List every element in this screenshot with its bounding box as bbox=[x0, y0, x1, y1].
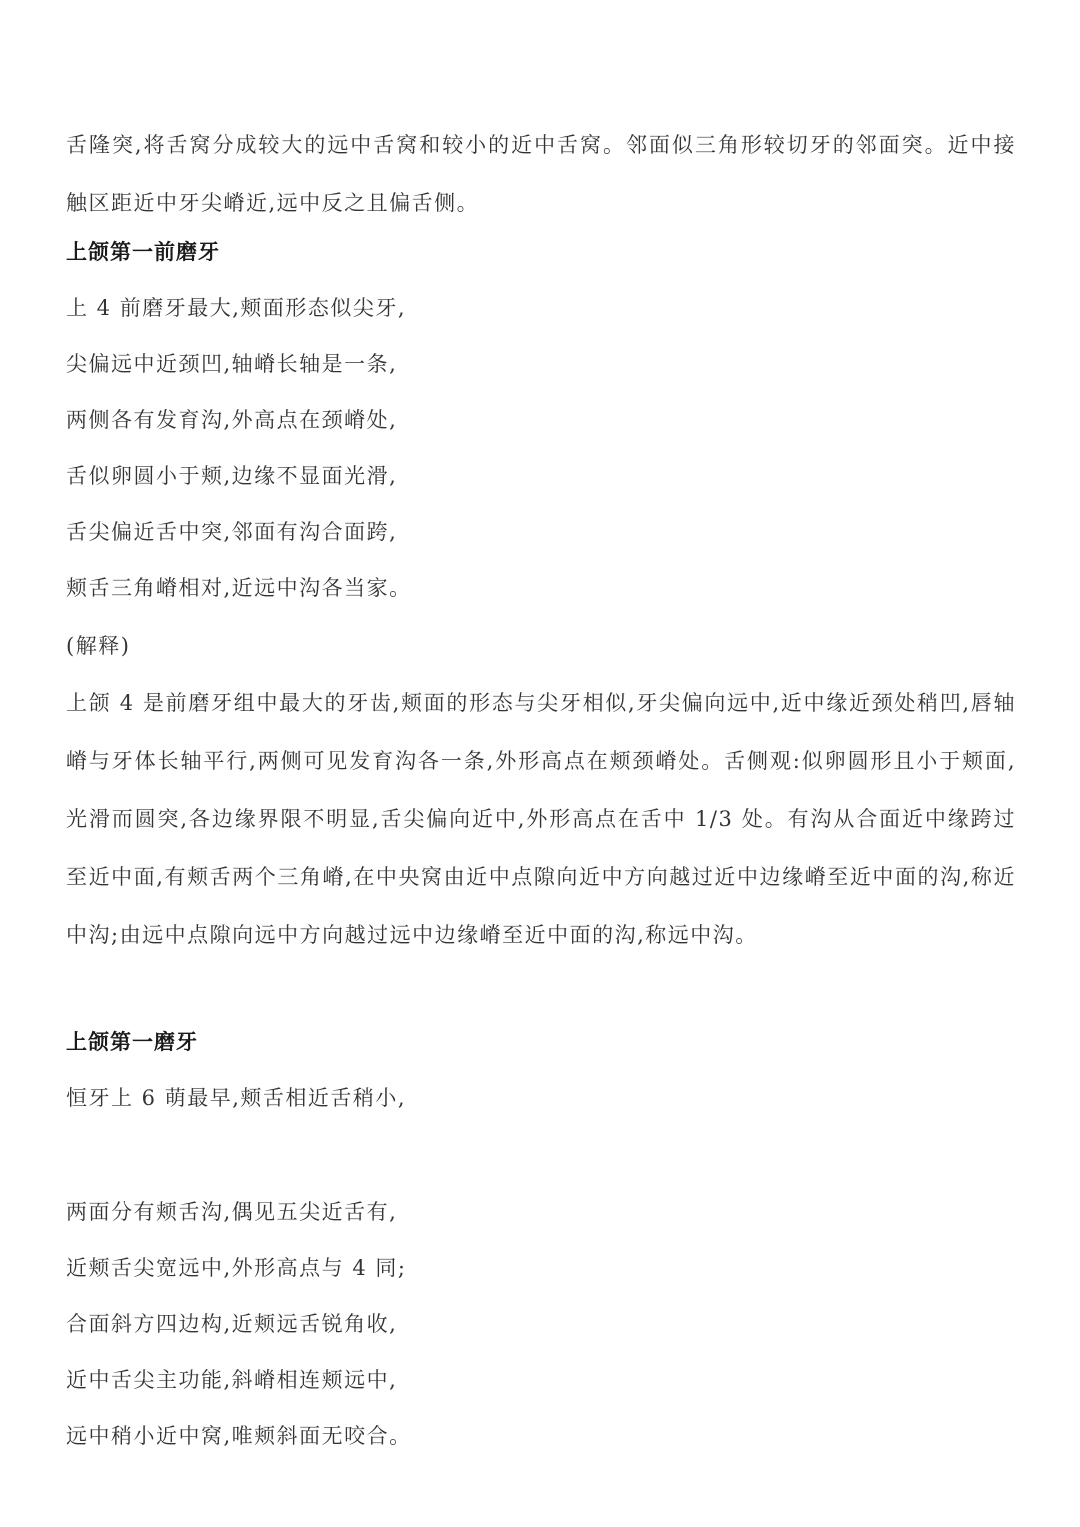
explanation-paragraph: 上颌 4 是前磨牙组中最大的牙齿,颊面的形态与尖牙相似,牙尖偏向远中,近中缘近颈处稍凹,唇轴嵴与牙体长轴平行,两侧可见发育沟各一条,外形高点在颊颈嵴处。舌侧观:似卵圆形且小于颊面,光滑而圆突,各边缘界限不明显,舌尖偏向近中,外形高点在舌中 1/3 处。有沟从合面近中缘跨过至近中面,有颊舌两个三角嵴,在中央窝由近中点隙向近中方向越过近中边缘嵴至近中面的沟,称近中沟;由远中点隙向远中方向越过远中边缘嵴至近中面的沟,称远中沟。 bbox=[66, 691, 1016, 947]
verse-line: 两侧各有发育沟,外高点在颈嵴处, bbox=[66, 408, 398, 432]
verse-line: 上 4 前磨牙最大,颊面形态似尖牙, bbox=[66, 296, 407, 320]
verse-line: 两面分有颊舌沟,偶见五尖近舌有, bbox=[66, 1200, 398, 1224]
verse-line: 近颊舌尖宽远中,外形高点与 4 同; bbox=[66, 1256, 407, 1280]
verse-line: 尖偏远中近颈凹,轴嵴长轴是一条, bbox=[66, 352, 398, 376]
section-heading-first-molar: 上颌第一磨牙 bbox=[66, 1030, 198, 1054]
verse-line: 远中稍小近中窝,唯颊斜面无咬合。 bbox=[66, 1424, 412, 1448]
verse-line: 颊舌三角嵴相对,近远中沟各当家。 bbox=[66, 576, 412, 600]
section-heading-first-premolar: 上颌第一前磨牙 bbox=[66, 240, 220, 264]
verse-line: 近中舌尖主功能,斜嵴相连颊远中, bbox=[66, 1368, 398, 1392]
verse-line: 合面斜方四边构,近颊远舌锐角收, bbox=[66, 1312, 398, 1336]
verse-line: 舌似卵圆小于颊,边缘不显面光滑, bbox=[66, 464, 398, 488]
explanation-label: (解释) bbox=[66, 634, 131, 658]
verse-line: 恒牙上 6 萌最早,颊舌相近舌稍小, bbox=[66, 1086, 407, 1110]
verse-line: 舌尖偏近舌中突,邻面有沟合面跨, bbox=[66, 520, 398, 544]
intro-paragraph: 舌隆突,将舌窝分成较大的远中舌窝和较小的近中舌窝。邻面似三角形较切牙的邻面突。近中接触区距近中牙尖嵴近,远中反之且偏舌侧。 bbox=[66, 133, 1016, 215]
